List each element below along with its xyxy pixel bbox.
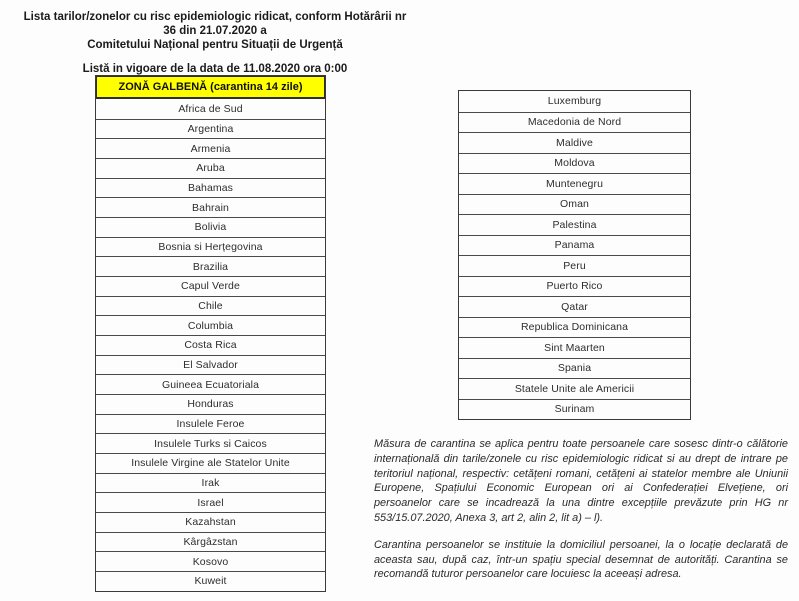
country-label: Chile bbox=[198, 300, 223, 313]
country-label: Armenia bbox=[190, 142, 231, 155]
country-label: Panama bbox=[554, 239, 595, 252]
country-label: Irak bbox=[201, 477, 220, 490]
country-row bbox=[96, 414, 325, 434]
country-label: Brazilia bbox=[192, 260, 229, 273]
country-row bbox=[96, 197, 325, 217]
country-row bbox=[459, 399, 690, 420]
country-label: Insulele Feroe bbox=[176, 418, 245, 431]
country-row bbox=[459, 276, 690, 297]
country-row bbox=[459, 378, 690, 399]
country-row bbox=[459, 132, 690, 153]
country-list-right bbox=[459, 91, 690, 419]
country-row bbox=[96, 492, 325, 512]
note-paragraph-1: Măsura de carantina se aplica pentru toate persoanele care sosesc dintr-o călătorie internațională din tarile/zonele cu risc epidemiologic ridicat si au drept de intrare pe teritoriul național, respectiv: cetățeni romani, cetățeni ai statelor membre ale Uniunii Europene, Spațiului Economic European ori ai Confederației Elvețiene, ori persoanelor care se incadrează la una dintre excepțiile prevăzute prin HG nr 553/15.07.2020, Anexa 3, art 2, alin 2, lit a) – l). bbox=[374, 438, 788, 524]
country-label: Columbia bbox=[187, 319, 234, 332]
country-label: Qatar bbox=[561, 300, 588, 313]
country-label: Luxemburg bbox=[547, 95, 602, 108]
country-row bbox=[96, 276, 325, 296]
country-row bbox=[459, 235, 690, 256]
country-label: Peru bbox=[563, 259, 586, 272]
country-label: Insulele Virgine ale Statelor Unite bbox=[131, 457, 290, 470]
country-row bbox=[459, 214, 690, 235]
country-label: Puerto Rico bbox=[546, 280, 603, 293]
country-label: Africa de Sud bbox=[178, 102, 243, 115]
country-label: Maldive bbox=[556, 136, 593, 149]
country-row bbox=[459, 112, 690, 133]
country-row bbox=[96, 571, 325, 591]
country-label: Costa Rica bbox=[184, 339, 237, 352]
title-line-1: Lista tarilor/zonelor cu risc epidemiologic ridicat, conform Hotărârii nr 36 din 21.07.2020 a bbox=[23, 11, 407, 37]
country-row bbox=[459, 91, 690, 112]
country-row bbox=[96, 138, 325, 158]
country-row bbox=[96, 453, 325, 473]
country-row bbox=[459, 173, 690, 194]
country-row bbox=[96, 551, 325, 571]
country-label: El Salvador bbox=[183, 359, 238, 372]
country-row bbox=[96, 433, 325, 453]
country-label: Kazahstan bbox=[185, 516, 236, 529]
country-label: Aruba bbox=[196, 162, 225, 175]
country-label: Guineea Ecuatoriala bbox=[161, 378, 260, 391]
country-row bbox=[96, 315, 325, 335]
country-label: Sint Maarten bbox=[544, 341, 605, 354]
country-row bbox=[96, 532, 325, 552]
country-label: Argentina bbox=[187, 123, 234, 135]
country-row bbox=[96, 217, 325, 237]
country-row bbox=[96, 178, 325, 198]
country-label: Kârgâzstan bbox=[183, 536, 238, 549]
country-row bbox=[96, 355, 325, 375]
title-effective-date: Listă in vigoare de la data de 11.08.2020 ora 0:00 bbox=[82, 63, 348, 75]
country-row bbox=[96, 237, 325, 257]
country-label: Israel bbox=[197, 496, 224, 509]
country-label: Macedonia de Nord bbox=[527, 116, 622, 129]
country-label: Surinam bbox=[554, 403, 595, 416]
country-row bbox=[96, 296, 325, 316]
document-title bbox=[22, 10, 408, 76]
country-row bbox=[96, 99, 325, 119]
zone-list-header: ZONĂ GALBENĂ (carantina 14 zile) bbox=[96, 76, 325, 99]
country-row bbox=[459, 296, 690, 317]
country-row bbox=[459, 358, 690, 379]
country-row bbox=[459, 194, 690, 215]
country-row bbox=[96, 512, 325, 532]
country-label: Statele Unite ale Americii bbox=[514, 382, 635, 395]
country-label: Republica Dominicana bbox=[520, 321, 629, 334]
country-row bbox=[459, 317, 690, 338]
yellow-zone-table-left bbox=[95, 75, 326, 592]
quarantine-notes bbox=[374, 437, 788, 594]
yellow-zone-table-right bbox=[458, 90, 691, 420]
country-row bbox=[96, 256, 325, 276]
country-row bbox=[459, 153, 690, 174]
country-label: Honduras bbox=[187, 398, 234, 411]
country-label: Kuweit bbox=[194, 575, 227, 588]
country-row bbox=[96, 335, 325, 355]
title-line-2: Comitetului Național pentru Situații de Urgență bbox=[87, 39, 343, 51]
country-label: Kosovo bbox=[192, 555, 229, 568]
country-row bbox=[96, 394, 325, 414]
country-row bbox=[96, 158, 325, 178]
country-label: Moldova bbox=[554, 157, 595, 170]
country-label: Spania bbox=[557, 362, 592, 375]
country-label: Bahrain bbox=[192, 201, 229, 214]
country-label: Muntenegru bbox=[545, 177, 604, 190]
country-label: Oman bbox=[560, 198, 589, 211]
country-label: Bosnia si Herțegovina bbox=[158, 241, 263, 254]
country-list-left bbox=[96, 99, 325, 591]
country-row bbox=[459, 337, 690, 358]
country-row bbox=[96, 374, 325, 394]
country-label: Bahamas bbox=[187, 182, 234, 195]
country-row bbox=[459, 255, 690, 276]
country-label: Palestina bbox=[552, 218, 597, 231]
country-label: Insulele Turks si Caicos bbox=[154, 437, 267, 450]
country-row bbox=[96, 119, 325, 139]
note-paragraph-2: Carantina persoanelor se instituie la domiciliul persoanei, la o locație declarată de aceasta sau, după caz, într-un spațiu special desemnat de autorități. Carantina se recomandă tuturor persoanelor care locuiesc la aceeași adresa. bbox=[374, 538, 788, 581]
country-label: Capul Verde bbox=[181, 280, 240, 293]
country-label: Bolivia bbox=[194, 221, 227, 234]
country-row bbox=[96, 473, 325, 493]
